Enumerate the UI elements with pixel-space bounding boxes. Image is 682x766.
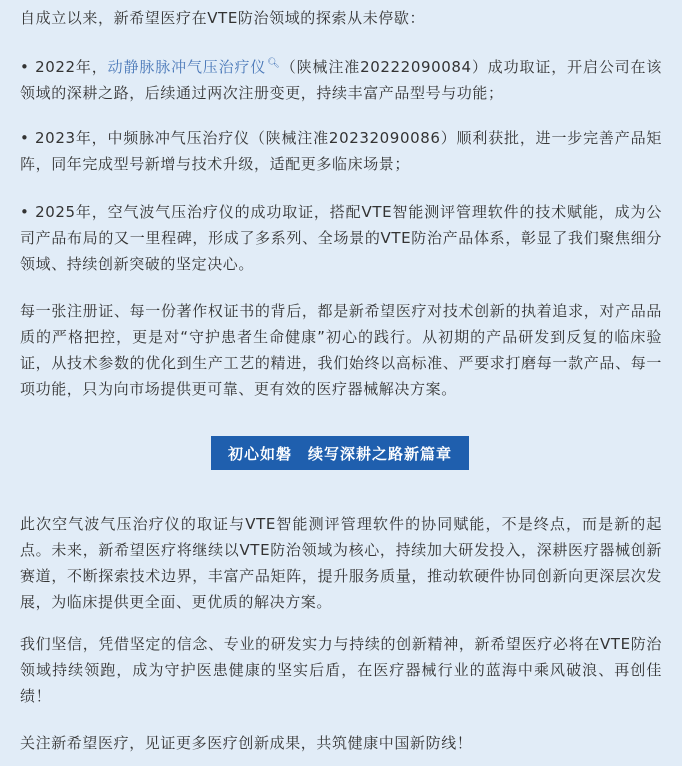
closing-paragraph: 关注新希望医疗，见证更多医疗创新成果，共筑健康中国新防线！ — [20, 734, 473, 752]
milestone-2022 — [20, 51, 662, 106]
milestone-2025: • 2025年，空气波气压治疗仪的成功取证，搭配VTE智能测评管理软件的技术赋能，成为公司产品布局的又一里程碑，形成了多系列、全场景的VTE防治产品体系，彰显了我们聚焦细分领域、持续创新突破的坚定决心。 — [20, 203, 662, 273]
milestone-2022-suffix: （陕械注准20222090084）成功取证，开启公司在该领域的深耕之路，后续通过两次注册变更，持续丰富产品型号与功能； — [20, 58, 663, 102]
banner-part1: 初心如磐 — [227, 444, 292, 463]
belief-paragraph: 我们坚信，凭借坚定的信念、专业的研发实力与持续的创新精神，新希望医疗必将在VTE防治领域持续领跑，成为守护医患健康的坚实后盾，在医疗器械行业的蓝海中乘风破浪、再创佳绩！ — [20, 635, 662, 705]
milestone-2022-prefix: • 2022年， — [20, 58, 108, 76]
commitment-paragraph: 每一张注册证、每一份著作权证书的背后，都是新希望医疗对技术创新的执着追求，对产品品质的严格把控，更是对“守护患者生命健康”初心的践行。从初期的产品研发到反复的临床验证，从技术参数的优化到生产工艺的精进，我们始终以高标准、严要求打磨每一款产品、每一项功能，只为向市场提供更可靠、更有效的医疗器械解决方案。 — [20, 302, 662, 398]
search-icon[interactable]: 🔍︎ — [267, 58, 281, 69]
future-paragraph: 此次空气波气压治疗仪的取证与VTE智能测评管理软件的协同赋能，不是终点，而是新的起点。未来，新希望医疗将继续以VTE防治领域为核心，持续加大研发投入，深耕医疗器械创新赛道，不断探索技术边界，丰富产品矩阵，提升服务质量，推动软硬件协同创新向更深层次发展，为临床提供更全面、更优质的解决方案。 — [20, 515, 662, 611]
intro-paragraph: 自成立以来，新希望医疗在VTE防治领域的探索从未停歇： — [20, 9, 426, 27]
section-banner — [211, 436, 469, 470]
product-link[interactable]: 动静脉脉冲气压治疗仪 — [107, 58, 267, 76]
banner-part2: 续写深耕之路新篇章 — [308, 444, 453, 463]
milestone-2023: • 2023年，中频脉冲气压治疗仪（陕械注准20232090086）顺利获批，进一步完善产品矩阵，同年完成型号新增与技术升级，适配更多临床场景； — [20, 129, 662, 173]
